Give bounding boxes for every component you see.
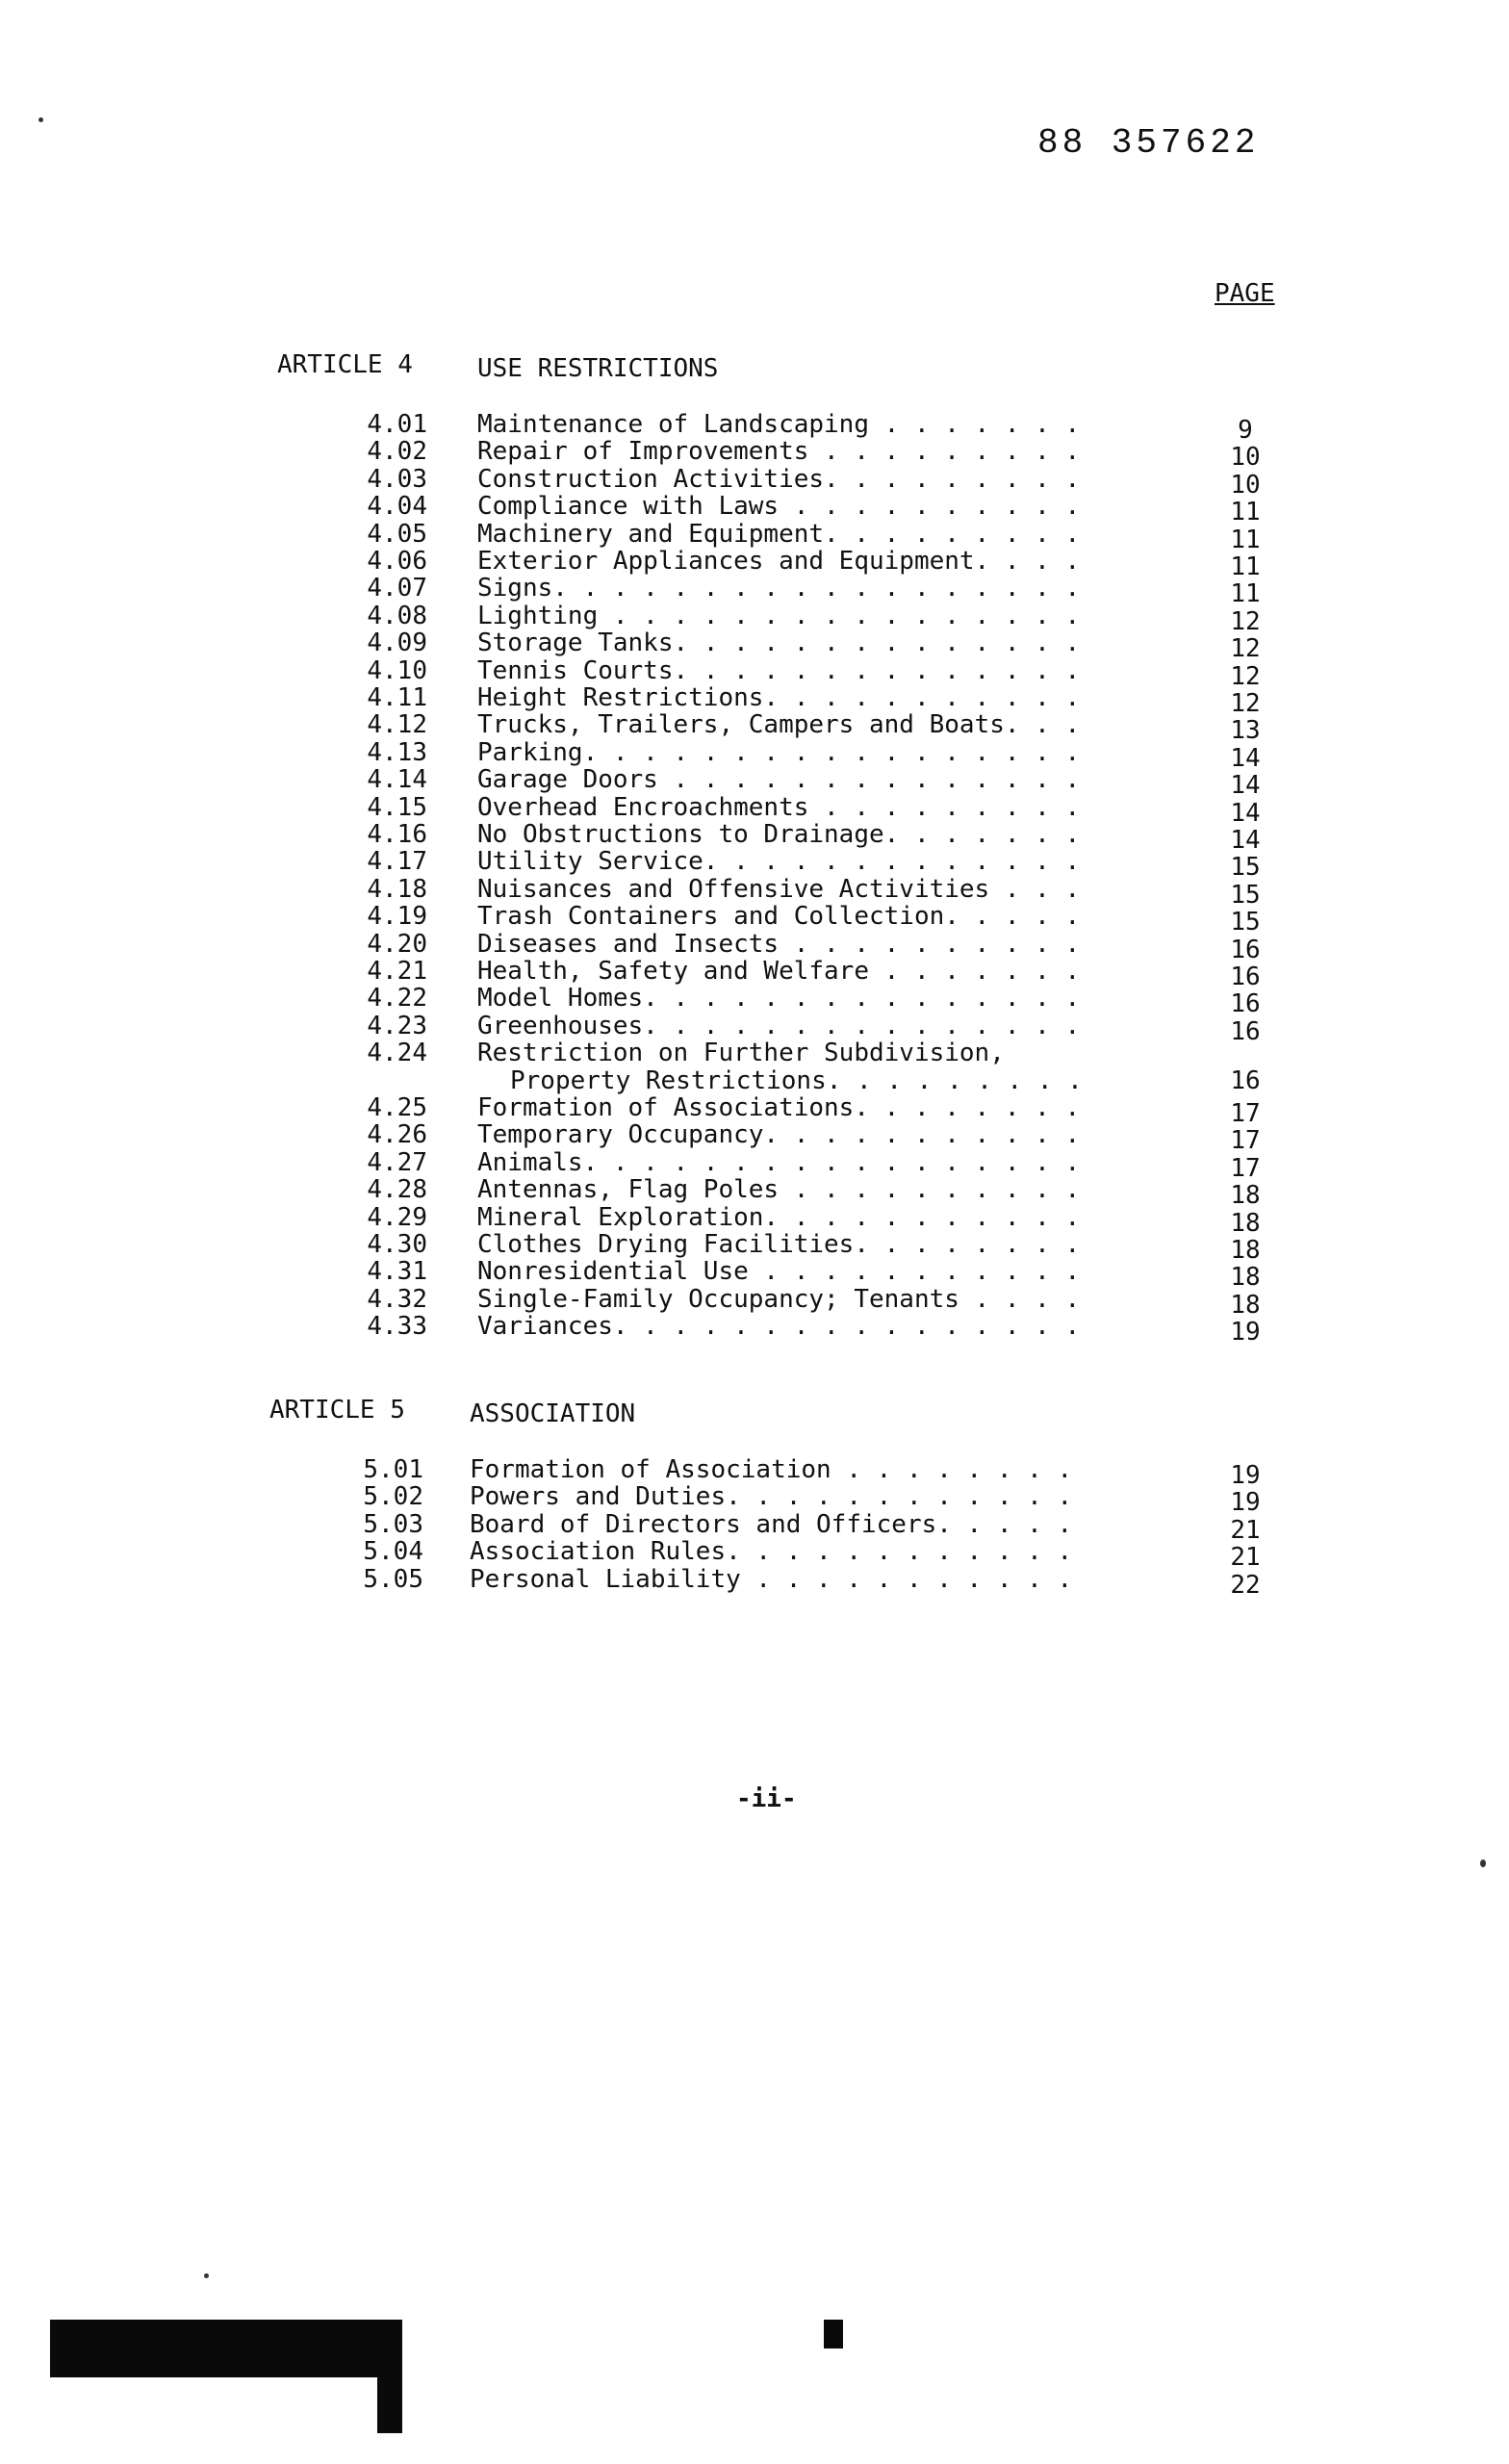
toc-entry	[0, 1284, 1509, 1320]
toc-entry	[0, 492, 1509, 527]
page-column-heading: PAGE	[1215, 279, 1275, 308]
toc-entry-title: Mineral Exploration. . . . . . . . . . .	[477, 1203, 1081, 1231]
toc-entry-page: 18	[1230, 1263, 1261, 1293]
toc-entry	[0, 601, 1509, 636]
toc-entry-title-continued: Property Restrictions. . . . . . . . .	[510, 1066, 1083, 1094]
toc-entry-title: Formation of Associations. . . . . . . .	[477, 1094, 1081, 1121]
toc-entry	[0, 710, 1509, 746]
scan-speck	[1480, 1860, 1486, 1867]
toc-entry-number: 4.33	[367, 1312, 427, 1342]
article-4-label: ARTICLE 4	[277, 350, 413, 379]
toc-entry	[0, 847, 1509, 883]
toc-entry-title: Nuisances and Offensive Activities . . .	[477, 875, 1081, 903]
toc-entry-page: 18	[1230, 1290, 1261, 1320]
toc-entry	[0, 629, 1509, 664]
toc-entry-page: 11	[1230, 525, 1261, 554]
toc-entry-page: 12	[1230, 634, 1261, 664]
toc-entry-page: 11	[1230, 552, 1261, 581]
toc-entry	[0, 1147, 1509, 1183]
toc-entry-page: 18	[1230, 1181, 1261, 1211]
toc-entry-number: 4.23	[367, 1011, 427, 1040]
toc-entry	[0, 902, 1509, 937]
toc-entry-page: 18	[1230, 1208, 1261, 1238]
toc-entry-page: 10	[1230, 443, 1261, 473]
toc-entry	[0, 1312, 1509, 1348]
toc-entry-number: 4.32	[367, 1284, 427, 1314]
toc-entry-title: Garage Doors . . . . . . . . . . . . . .	[477, 766, 1081, 794]
toc-entry-title: Variances. . . . . . . . . . . . . . . .	[477, 1313, 1081, 1341]
toc-entry	[0, 1509, 1509, 1545]
toc-entry-page: 19	[1230, 1488, 1261, 1518]
toc-entry	[0, 984, 1509, 1019]
toc-entry	[0, 1093, 1509, 1128]
toc-entry-number: 4.05	[367, 519, 427, 549]
toc-entry-page: 19	[1230, 1461, 1261, 1490]
toc-entry-title: Machinery and Equipment. . . . . . . . .	[477, 520, 1081, 548]
toc-entry	[0, 519, 1509, 554]
toc-entry-number: 4.01	[367, 410, 427, 439]
toc-entry-number: 4.12	[367, 710, 427, 740]
document-number: 88 357622	[1037, 123, 1260, 163]
toc-entry-number: 4.09	[367, 629, 427, 658]
toc-entry-page: 15	[1230, 908, 1261, 937]
toc-entry-page: 13	[1230, 716, 1261, 746]
toc-entry	[0, 683, 1509, 718]
toc-entry-page: 17	[1230, 1099, 1261, 1128]
toc-entry-page: 12	[1230, 606, 1261, 636]
toc-entry-title: Storage Tanks. . . . . . . . . . . . . .	[477, 629, 1081, 657]
scan-redaction-tail	[377, 2375, 402, 2433]
toc-entry-number: 4.20	[367, 929, 427, 959]
toc-entry-title: Temporary Occupancy. . . . . . . . . . .	[477, 1121, 1081, 1149]
toc-entry-title: Board of Directors and Officers. . . . .	[470, 1510, 1073, 1538]
toc-entry-title: Repair of Improvements . . . . . . . . .	[477, 438, 1081, 466]
toc-entry-number: 4.11	[367, 683, 427, 712]
toc-entry-title: Antennas, Flag Poles . . . . . . . . . .	[477, 1176, 1081, 1204]
toc-entry-title: Animals. . . . . . . . . . . . . . . . .	[477, 1148, 1081, 1176]
toc-entry	[0, 1202, 1509, 1238]
toc-entry-page: 17	[1230, 1126, 1261, 1156]
toc-entry-number: 4.28	[367, 1175, 427, 1205]
toc-entry-title: Signs. . . . . . . . . . . . . . . . . .	[477, 575, 1081, 603]
toc-entry-title: Compliance with Laws . . . . . . . . . .	[477, 493, 1081, 521]
scan-speck	[204, 2273, 209, 2278]
toc-entry-page: 16	[1230, 1016, 1261, 1046]
toc-entry-number: 5.05	[363, 1564, 423, 1594]
toc-entry-title: Clothes Drying Facilities. . . . . . . .	[477, 1231, 1081, 1258]
toc-entry-page: 9	[1238, 416, 1253, 445]
toc-entry-title: Lighting . . . . . . . . . . . . . . . .	[477, 602, 1081, 629]
toc-entry	[0, 1455, 1509, 1490]
toc-entry	[0, 1120, 1509, 1156]
toc-entry-title: Powers and Duties. . . . . . . . . . . .	[470, 1483, 1073, 1511]
toc-entry	[0, 1482, 1509, 1518]
toc-entry-number: 4.15	[367, 792, 427, 822]
article-4-title: USE RESTRICTIONS	[477, 354, 719, 383]
toc-entry-number: 4.02	[367, 437, 427, 467]
toc-entry-page: 18	[1230, 1236, 1261, 1265]
toc-entry-title: Overhead Encroachments . . . . . . . . .	[477, 793, 1081, 821]
toc-entry-number: 4.24	[367, 1039, 427, 1068]
toc-entry-page: 11	[1230, 498, 1261, 527]
toc-entry-page: 14	[1230, 798, 1261, 828]
toc-entry	[0, 820, 1509, 855]
toc-entry-page: 12	[1230, 689, 1261, 718]
toc-entry-title: Personal Liability . . . . . . . . . . .	[470, 1565, 1073, 1593]
toc-entry	[0, 737, 1509, 773]
toc-entry-title: Height Restrictions. . . . . . . . . . .	[477, 684, 1081, 711]
toc-entry	[0, 547, 1509, 581]
scan-mark	[824, 2320, 843, 2348]
toc-entry-continuation	[0, 1067, 1509, 1094]
toc-entry-title: Association Rules. . . . . . . . . . . .	[470, 1538, 1073, 1566]
toc-entry-page: 17	[1230, 1153, 1261, 1183]
toc-entry-number: 4.30	[367, 1230, 427, 1259]
toc-entry-number: 5.03	[363, 1509, 423, 1539]
toc-entry-page: 16	[1230, 962, 1261, 991]
toc-entry	[0, 1564, 1509, 1600]
article-5-label: ARTICLE 5	[269, 1396, 405, 1424]
toc-entry-number: 4.16	[367, 820, 427, 849]
toc-entry-number: 4.13	[367, 737, 427, 767]
toc-entry-page: 14	[1230, 771, 1261, 801]
toc-entry-title: Maintenance of Landscaping . . . . . . .	[477, 411, 1081, 438]
toc-entry	[0, 410, 1509, 445]
toc-entry-title: Parking. . . . . . . . . . . . . . . . .	[477, 738, 1081, 766]
toc-entry-page: 14	[1230, 826, 1261, 855]
toc-entry-number: 4.19	[367, 902, 427, 932]
toc-entry-number: 4.21	[367, 957, 427, 986]
toc-entry-number: 4.17	[367, 847, 427, 877]
scan-speck	[38, 117, 43, 122]
toc-entry-number: 4.07	[367, 574, 427, 603]
toc-entry-number: 4.10	[367, 655, 427, 685]
toc-entry	[0, 1040, 1509, 1066]
toc-entry	[0, 765, 1509, 801]
toc-entry-number: 4.31	[367, 1257, 427, 1287]
toc-entry	[0, 874, 1509, 910]
toc-entry-page: 14	[1230, 743, 1261, 773]
toc-entry-page: 15	[1230, 880, 1261, 910]
toc-entry	[0, 792, 1509, 828]
toc-entry-page: 21	[1230, 1515, 1261, 1545]
toc-entry	[0, 1175, 1509, 1211]
toc-entry	[0, 1537, 1509, 1573]
toc-entry-title: Formation of Association . . . . . . . .	[470, 1456, 1073, 1483]
toc-entry-page: 16	[1230, 935, 1261, 964]
toc-entry-page: 21	[1230, 1543, 1261, 1573]
toc-entry-title: Trash Containers and Collection. . . . .	[477, 903, 1081, 931]
toc-entry	[0, 957, 1509, 991]
toc-entry-title: Health, Safety and Welfare . . . . . . .	[477, 958, 1081, 985]
scan-redaction-bar	[50, 2320, 402, 2377]
toc-entry-page: 19	[1230, 1318, 1261, 1348]
toc-entry-page: 12	[1230, 661, 1261, 691]
toc-entry-title: Trucks, Trailers, Campers and Boats. . .	[477, 711, 1081, 739]
toc-entry-title: No Obstructions to Drainage. . . . . . .	[477, 821, 1081, 848]
toc-entry	[0, 929, 1509, 964]
toc-entry-number: 4.26	[367, 1120, 427, 1150]
toc-entry-number: 4.14	[367, 765, 427, 795]
toc-entry-number: 5.04	[363, 1537, 423, 1567]
toc-entry-title: Utility Service. . . . . . . . . . . . .	[477, 848, 1081, 876]
toc-entry	[0, 1011, 1509, 1046]
toc-entry-number: 5.01	[363, 1455, 423, 1484]
toc-entry-page: 16	[1230, 1065, 1261, 1095]
toc-entry-page: 16	[1230, 989, 1261, 1019]
toc-entry	[0, 1257, 1509, 1293]
page-footer-number: -ii-	[736, 1784, 797, 1813]
toc-entry-number: 4.06	[367, 547, 427, 576]
toc-entry-number: 4.03	[367, 464, 427, 494]
toc-entry-title: Diseases and Insects . . . . . . . . . .	[477, 930, 1081, 958]
toc-entry-page: 10	[1230, 470, 1261, 500]
article-5-title: ASSOCIATION	[470, 1399, 636, 1428]
toc-entry-number: 4.08	[367, 601, 427, 630]
toc-entry-title: Nonresidential Use . . . . . . . . . . .	[477, 1258, 1081, 1286]
toc-entry-title: Construction Activities. . . . . . . . .	[477, 465, 1081, 493]
toc-entry	[0, 574, 1509, 609]
toc-entry-number: 4.25	[367, 1093, 427, 1122]
toc-entry-number: 5.02	[363, 1482, 423, 1512]
toc-entry	[0, 437, 1509, 473]
toc-entry-title: Single-Family Occupancy; Tenants . . . .	[477, 1285, 1081, 1313]
toc-entry-title: Model Homes. . . . . . . . . . . . . . .	[477, 985, 1081, 1013]
toc-entry-number: 4.29	[367, 1202, 427, 1232]
toc-entry-title: Restriction on Further Subdivision,	[477, 1040, 1005, 1067]
toc-entry	[0, 1230, 1509, 1265]
toc-entry	[0, 464, 1509, 500]
toc-entry-page: 22	[1230, 1570, 1261, 1600]
toc-entry-title: Tennis Courts. . . . . . . . . . . . . .	[477, 656, 1081, 684]
toc-entry-number: 4.18	[367, 874, 427, 904]
toc-entry	[0, 655, 1509, 691]
toc-entry-page: 15	[1230, 853, 1261, 883]
toc-entry-number: 4.22	[367, 984, 427, 1014]
toc-entry-title: Exterior Appliances and Equipment. . . .	[477, 548, 1081, 575]
toc-entry-title: Greenhouses. . . . . . . . . . . . . . .	[477, 1012, 1081, 1040]
toc-entry-number: 4.27	[367, 1147, 427, 1177]
toc-entry-number: 4.04	[367, 492, 427, 522]
toc-entry-page: 11	[1230, 579, 1261, 609]
